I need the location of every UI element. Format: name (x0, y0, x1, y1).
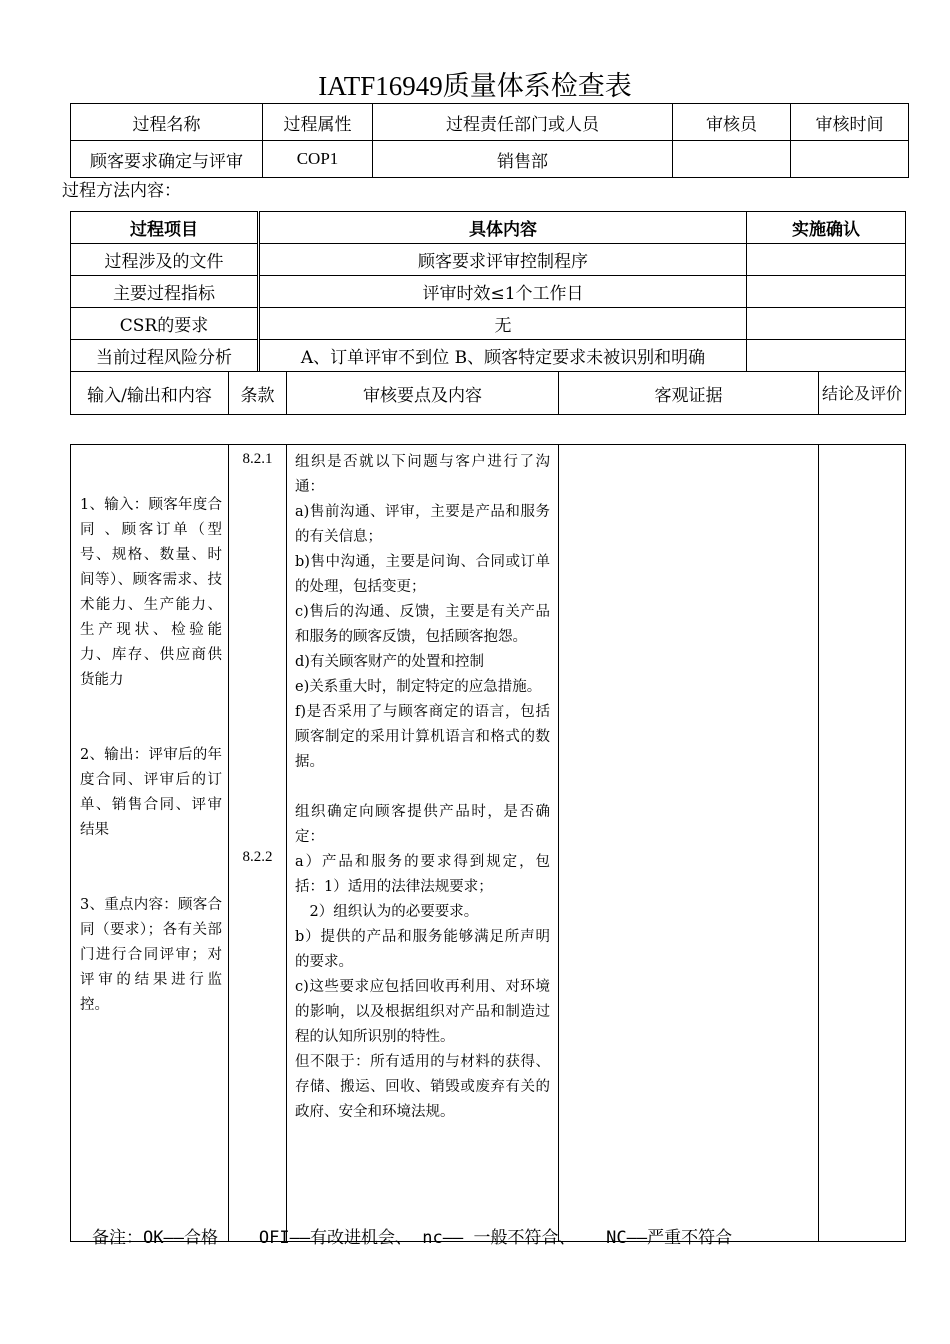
audit-body-table (70, 444, 906, 1242)
io-output: 2、输出：评审后的年度合同、评审后的订单、销售合同、评审结果 (80, 747, 222, 838)
clause-cell (229, 445, 287, 1242)
footnote: 备注：OK——合格 OFI——有改进机会、 nc—— 一般不符合、 NC——严重不符合 (92, 1228, 733, 1248)
row-confirm (747, 276, 906, 308)
audit-header-table (70, 371, 906, 415)
value-responsible-dept: 销售部 (373, 141, 673, 178)
process-method-table (70, 211, 906, 372)
value-audit-time (791, 141, 909, 178)
row-content: 无 (259, 308, 747, 340)
process-header-table (70, 103, 909, 178)
row-confirm (747, 340, 906, 372)
audit-point: c)售后的沟通、反馈，主要是有关产品和服务的顾客反馈，包括顾客抱怨。 (295, 604, 550, 645)
row-item: 过程涉及的文件 (71, 244, 259, 276)
audit-point: f)是否采用了与顾客商定的语言，包括顾客制定的采用计算机语言和格式的数据。 (295, 704, 550, 770)
col-clause: 条款 (229, 372, 287, 415)
io-input: 1、输入：顾客年度合同 、顾客订单（型号、规格、数量、时间等）、顾客需求、技术能力、生产能力、生产现状、检验能力、库存、供应商供货能力 (80, 497, 222, 688)
method-label: 过程方法内容： (62, 181, 181, 201)
audit-point: e)关系重大时，制定特定的应急措施。 (295, 679, 542, 695)
value-process-attribute: COP1 (263, 141, 373, 178)
header-auditor: 审核员 (673, 104, 791, 141)
row-content: A、订单评审不到位 B、顾客特定要求未被识别和明确 (259, 340, 747, 372)
audit-point: d)有关顾客财产的处置和控制 (295, 654, 484, 670)
col-io-content: 输入/输出和内容 (71, 372, 229, 415)
clause-number: 8.2.2 (242, 849, 273, 865)
row-item: CSR的要求 (71, 308, 259, 340)
row-item: 主要过程指标 (71, 276, 259, 308)
col-evidence: 客观证据 (559, 372, 819, 415)
row-confirm (747, 308, 906, 340)
audit-point: c)这些要求应包括回收再利用、对环境的影响，以及根据组织对产品和制造过程的认知所识别的特性。 (295, 979, 550, 1045)
col-process-item: 过程项目 (71, 212, 259, 244)
row-content: 顾客要求评审控制程序 (259, 244, 747, 276)
io-content-cell (71, 445, 229, 1242)
audit-point: a）产品和服务的要求得到规定，包括：1）适用的法律法规要求； (295, 854, 550, 895)
page-title: IATF16949质量体系检查表 (318, 71, 632, 101)
row-confirm (747, 244, 906, 276)
value-process-name: 顾客要求确定与评审 (71, 141, 263, 178)
header-process-name: 过程名称 (71, 104, 263, 141)
audit-point: 2）组织认为的必要要求。 (309, 904, 479, 920)
audit-point: 组织确定向顾客提供产品时，是否确定： (295, 804, 550, 845)
value-auditor (673, 141, 791, 178)
audit-point: 但不限于：所有适用的与材料的获得、存储、搬运、回收、销毁或废弃有关的政府、安全和环境法规。 (295, 1054, 550, 1120)
audit-point: a)售前沟通、评审，主要是产品和服务的有关信息； (295, 504, 550, 545)
col-confirm: 实施确认 (747, 212, 906, 244)
header-audit-time: 审核时间 (791, 104, 909, 141)
evidence-cell (559, 445, 819, 1242)
audit-point: b)售中沟通，主要是问询、合同或订单的处理，包括变更； (295, 554, 550, 595)
io-key-content: 3、重点内容：顾客合同（要求）；各有关部门进行合同评审；对评审的结果进行监控。 (80, 897, 222, 1013)
col-audit-points: 审核要点及内容 (287, 372, 559, 415)
row-content: 评审时效≤1个工作日 (259, 276, 747, 308)
audit-point: b）提供的产品和服务能够满足所声明的要求。 (295, 929, 550, 970)
audit-points-cell (287, 445, 559, 1242)
header-responsible-dept: 过程责任部门或人员 (373, 104, 673, 141)
row-item: 当前过程风险分析 (71, 340, 259, 372)
clause-number: 8.2.1 (242, 451, 273, 467)
header-process-attribute: 过程属性 (263, 104, 373, 141)
audit-point: 组织是否就以下问题与客户进行了沟通： (295, 454, 550, 495)
col-content: 具体内容 (259, 212, 747, 244)
col-conclusion: 结论及评价 (819, 372, 906, 415)
conclusion-cell (819, 445, 906, 1242)
